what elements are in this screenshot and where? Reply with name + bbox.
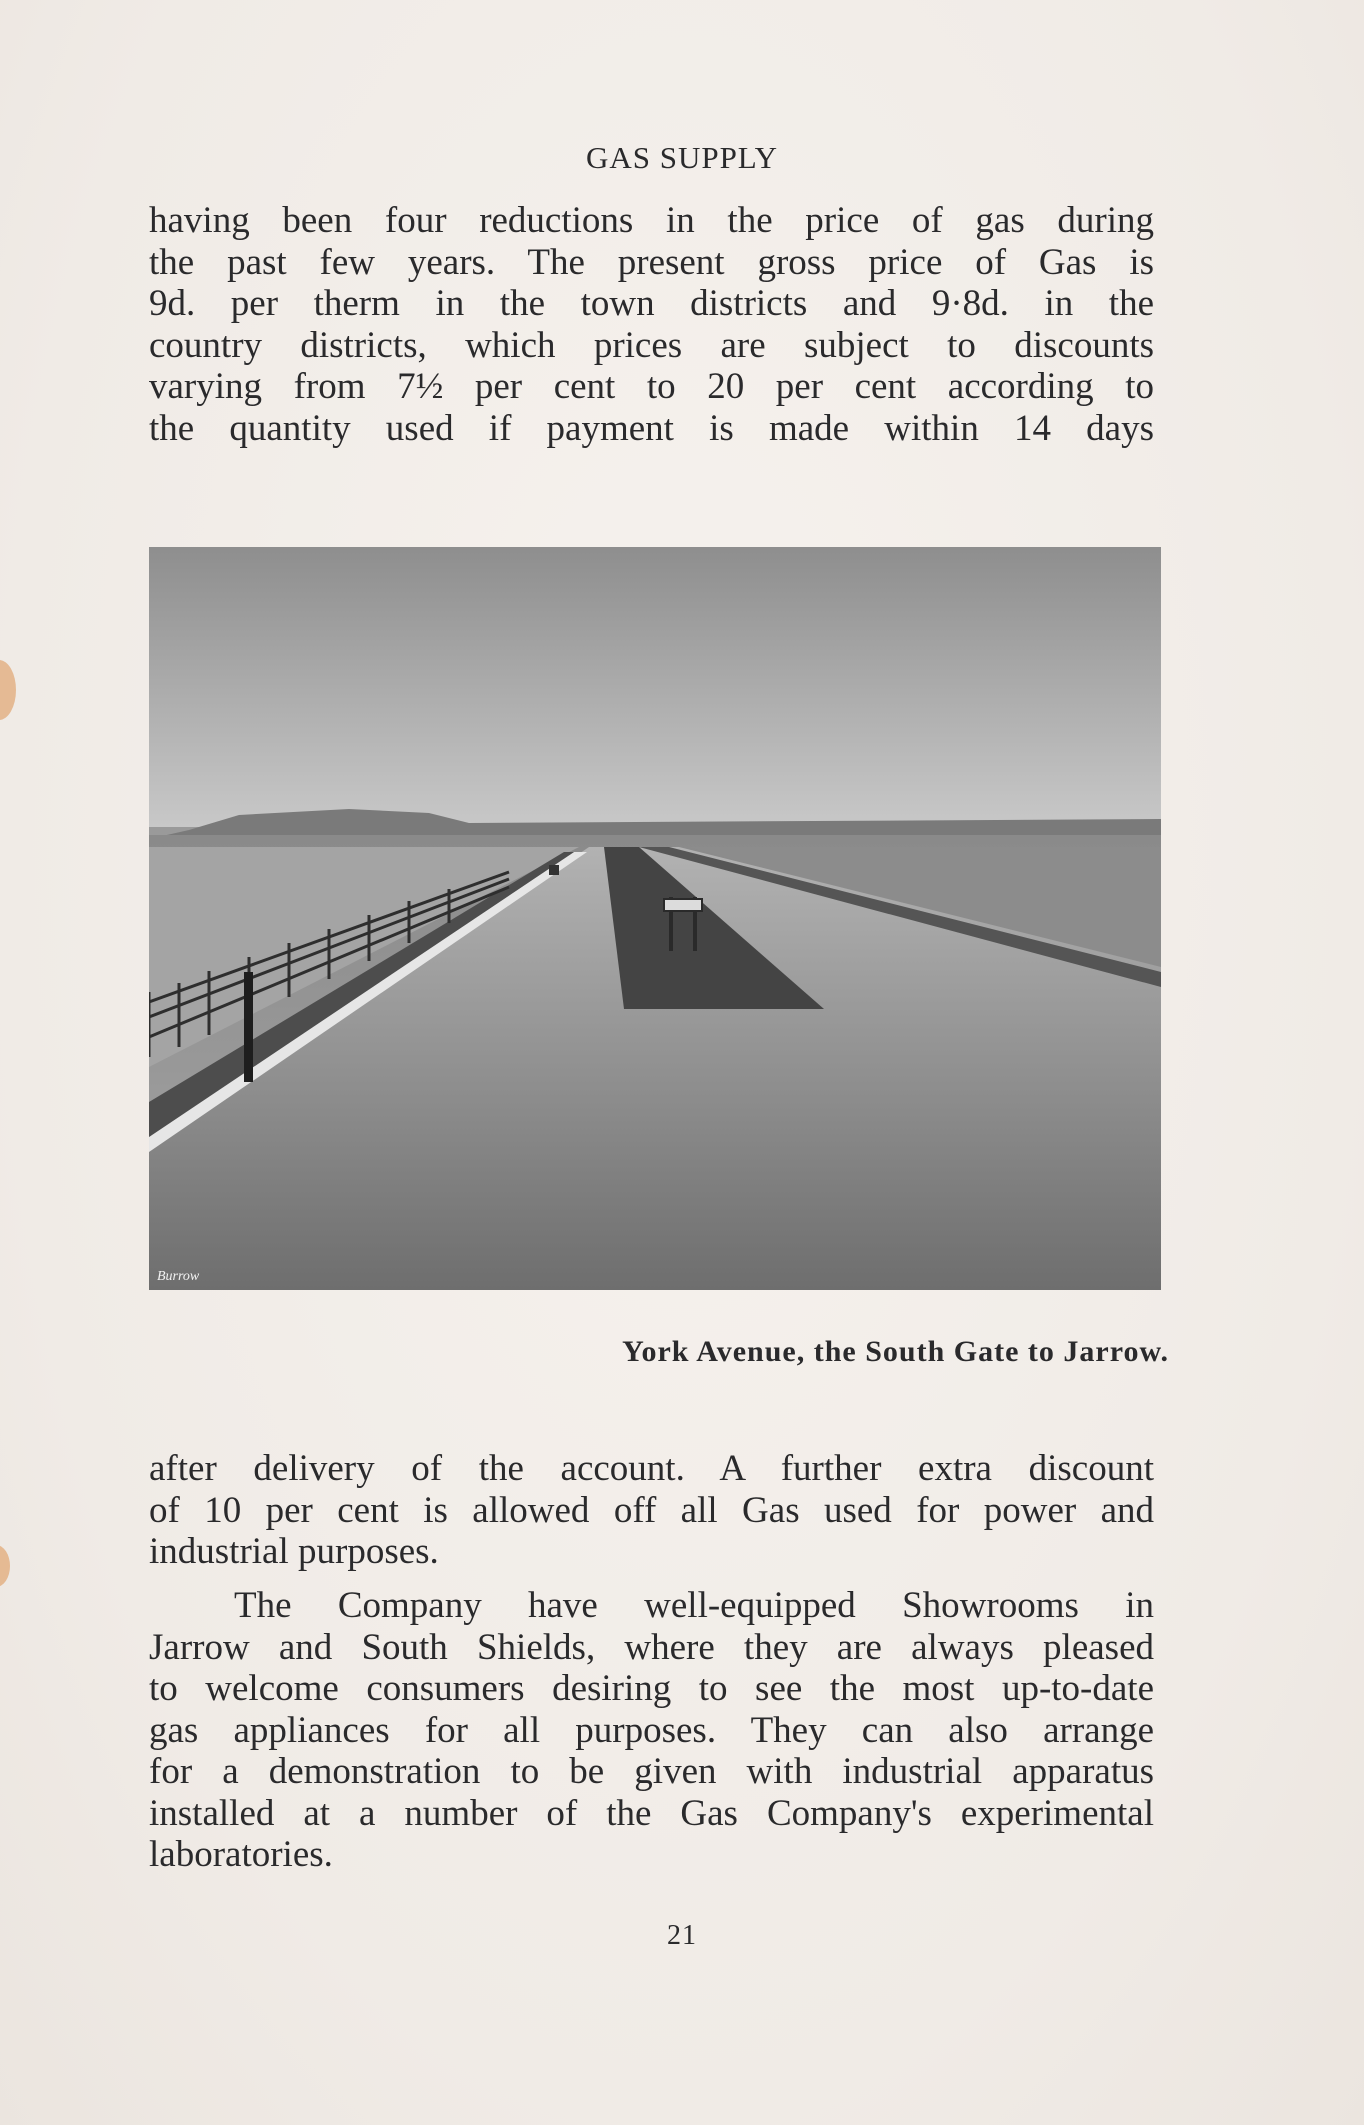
paragraph-line: gas appliances for all purposes. They can also arrange xyxy=(149,1709,1154,1751)
paragraph-line: country districts, which prices are subject to discounts xyxy=(149,324,1154,366)
paragraph-line: industrial purposes. xyxy=(149,1531,439,1572)
paragraph-2 xyxy=(149,1448,1154,1573)
paragraph-3 xyxy=(149,1585,1154,1876)
page-number: 21 xyxy=(667,1920,697,1951)
paragraph-line: varying from 7½ per cent to 20 per cent according to xyxy=(149,366,1154,407)
photo-caption: York Avenue, the South Gate to Jarrow. xyxy=(622,1335,1169,1368)
paragraph-line: The Company have well-equipped Showrooms in xyxy=(234,1585,1154,1626)
running-header: GAS SUPPLY xyxy=(585,140,779,175)
paragraph-line: after delivery of the account. A further extra discount xyxy=(149,1448,1154,1489)
paragraph-line: to welcome consumers desiring to see the most up-to-date xyxy=(149,1668,1154,1709)
paragraph-line: laboratories. xyxy=(149,1834,333,1875)
paragraph-line: the past few years. The present gross price of Gas is xyxy=(149,241,1154,283)
paragraph-line: having been four reductions in the price of gas during xyxy=(149,200,1154,241)
paragraph-line: of 10 per cent is allowed off all Gas used for power and xyxy=(149,1489,1154,1531)
page-stain xyxy=(0,1545,10,1587)
paragraph-1 xyxy=(149,200,1154,449)
page-stain xyxy=(0,660,16,720)
paragraph-line: Jarrow and South Shields, where they are always pleased xyxy=(149,1626,1154,1668)
paragraph-line: for a demonstration to be given with industrial apparatus xyxy=(149,1751,1154,1792)
paragraph-line: the quantity used if payment is made within 14 days xyxy=(149,407,1154,449)
paragraph-line: 9d. per therm in the town districts and 9·8d. in the xyxy=(149,283,1154,324)
photograph-york-avenue xyxy=(149,547,1161,1290)
paragraph-line: installed at a number of the Gas Company's experimental xyxy=(149,1792,1154,1834)
photographer-mark: Burrow xyxy=(157,1269,200,1284)
